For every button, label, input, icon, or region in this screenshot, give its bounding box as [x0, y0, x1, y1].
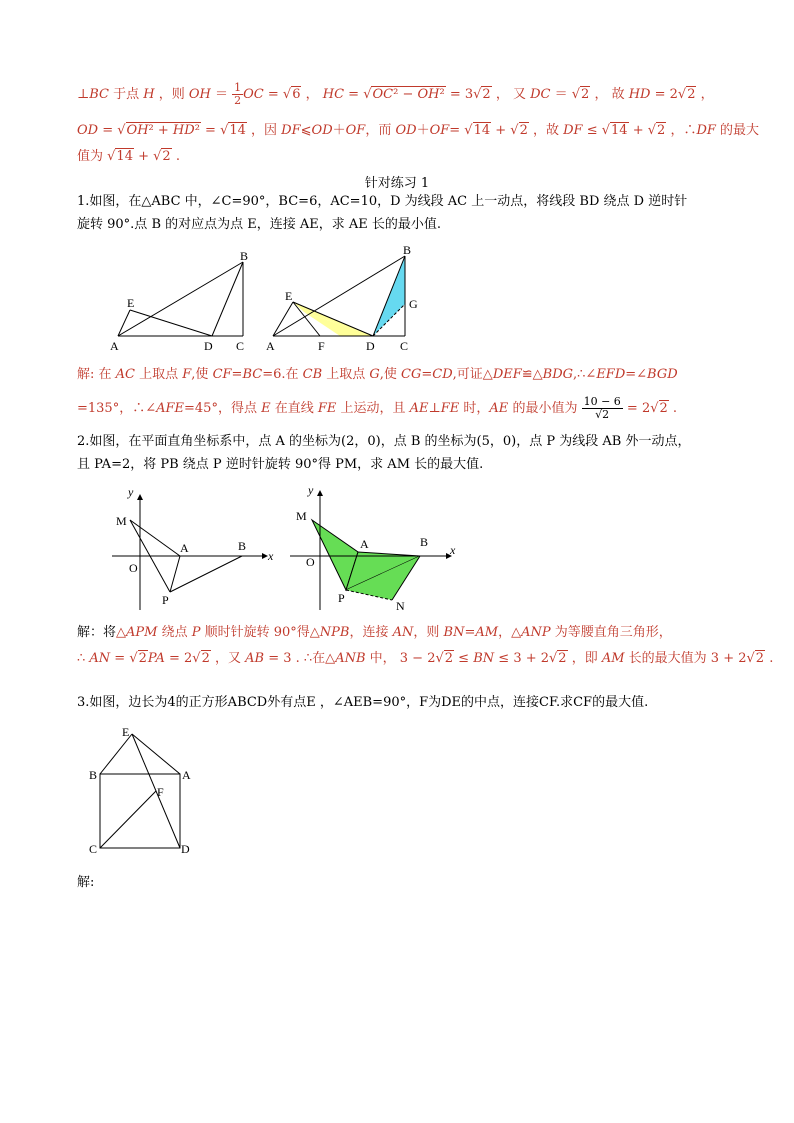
q2l-label-y: y — [128, 485, 134, 499]
q1-label-d: D — [204, 339, 213, 353]
q1r-label-b: B — [403, 243, 412, 257]
q1-text-1: 1.如图，在△ABC 中，∠C=90°，BC=6，AC=10，D 为线段 AC 上一动点，将线段 BD 绕点 D 逆时针 — [77, 194, 688, 209]
q1-label-a: A — [110, 339, 119, 353]
q2r-label-p: P — [338, 591, 345, 605]
q3-label-e: E — [122, 725, 130, 739]
q1-solution-2: =135°，∴∠AFE=45°，得点 E 在直线 FE 上运动，且 AE⊥FE 时，AE 的最小值为 $\frac{10 - 6}{√2}$ = 2√2 . — [77, 395, 678, 421]
q1r-label-a: A — [266, 339, 275, 353]
q2r-label-x: x — [450, 543, 456, 557]
q2l-label-x: x — [268, 549, 274, 563]
q2r-label-a: A — [360, 537, 369, 551]
q3-label-f: F — [157, 785, 164, 799]
q2-solution-1: 解：将△APM 绕点 P 顺时针旋转 90°得△NPB，连接 AN，则 BN=AM，△ANP 为等腰直角三角形， — [77, 625, 672, 640]
q2r-label-o: O — [306, 555, 315, 569]
q1-label-b: B — [240, 249, 249, 263]
q1-label-e: E — [127, 296, 135, 310]
q2-text-1: 2.如图，在平面直角坐标系中，点 A 的坐标为(2，0)，点 B 的坐标为(5，0)，点 P 为线段 AB 外一动点， — [77, 434, 691, 449]
q1r-label-c: C — [400, 339, 409, 353]
q2-figure — [0, 480, 794, 620]
q3-label-b: B — [89, 768, 98, 782]
q3-solution: 解: — [77, 875, 95, 890]
q2l-label-m: M — [116, 514, 127, 528]
q2-figure-left — [112, 500, 262, 610]
q3-text-1: 3.如图，边长为4的正方形ABCD外有点E ，∠AEB=90°，F为DE的中点，连接CF.求CF的最大值. — [77, 695, 649, 710]
q2r-label-y: y — [308, 483, 314, 497]
q2-text-2: 且 PA=2，将 PB 绕点 P 逆时针旋转 90°得 PM，求 AM 长的最大值. — [77, 457, 484, 472]
q1r-label-d: D — [366, 339, 375, 353]
q3-label-d: D — [181, 842, 190, 856]
top-line-1: ⊥BC 于点 H ，则 OH ＝ $\frac{1}{2}$ OC = √6 ， HC = √OC² − OH² = 3√2 ， 又 DC ＝ √2 ， 故 HD = 2√2 ， — [77, 81, 714, 107]
top-line-3: 值为 √14 + √2 . — [77, 149, 180, 164]
q2l-label-o: O — [129, 561, 138, 575]
q1r-label-f: F — [318, 339, 325, 353]
q2l-label-a: A — [180, 541, 189, 555]
q2-solution-2: ∴ AN = √2PA = 2√2 ，又 AB = 3 . ∴在△ANB 中， 3 − 2√2 ≤ BN ≤ 3 + 2√2 ，即 AM 长的最大值为 3 + 2√2 . — [77, 651, 774, 666]
section-title: 针对练习 1 — [364, 176, 430, 191]
q2r-label-b: B — [420, 535, 429, 549]
q1r-label-e: E — [285, 289, 293, 303]
q2r-label-n: N — [396, 599, 405, 613]
q1-solution-1: 解: 在 AC 上取点 F,使 CF=BC=6.在 CB 上取点 G,使 CG=CD,可证△DEF≌△BDG,∴∠EFD=∠BGD — [77, 367, 678, 382]
q1-label-c: C — [236, 339, 245, 353]
q1r-label-g: G — [409, 297, 418, 311]
q2r-label-m: M — [296, 509, 307, 523]
q2l-label-p: P — [162, 593, 169, 607]
q3-label-c: C — [89, 842, 98, 856]
q1-figure-left — [118, 262, 243, 336]
q3-figure — [0, 720, 794, 860]
q2l-label-b: B — [238, 539, 247, 553]
q3-square — [100, 774, 180, 848]
q1-figure — [0, 240, 794, 360]
q1-text-2: 旋转 90°.点 B 的对应点为点 E，连接 AE，求 AE 长的最小值. — [77, 217, 442, 232]
q3-label-a: A — [182, 768, 191, 782]
top-line-2: OD = √OH² + HD² = √14 ，因 DF⩽OD＋OF，而 OD＋OF= √14 + √2 ，故 DF ≤ √14 + √2 ，∴DF 的最大 — [77, 123, 760, 138]
